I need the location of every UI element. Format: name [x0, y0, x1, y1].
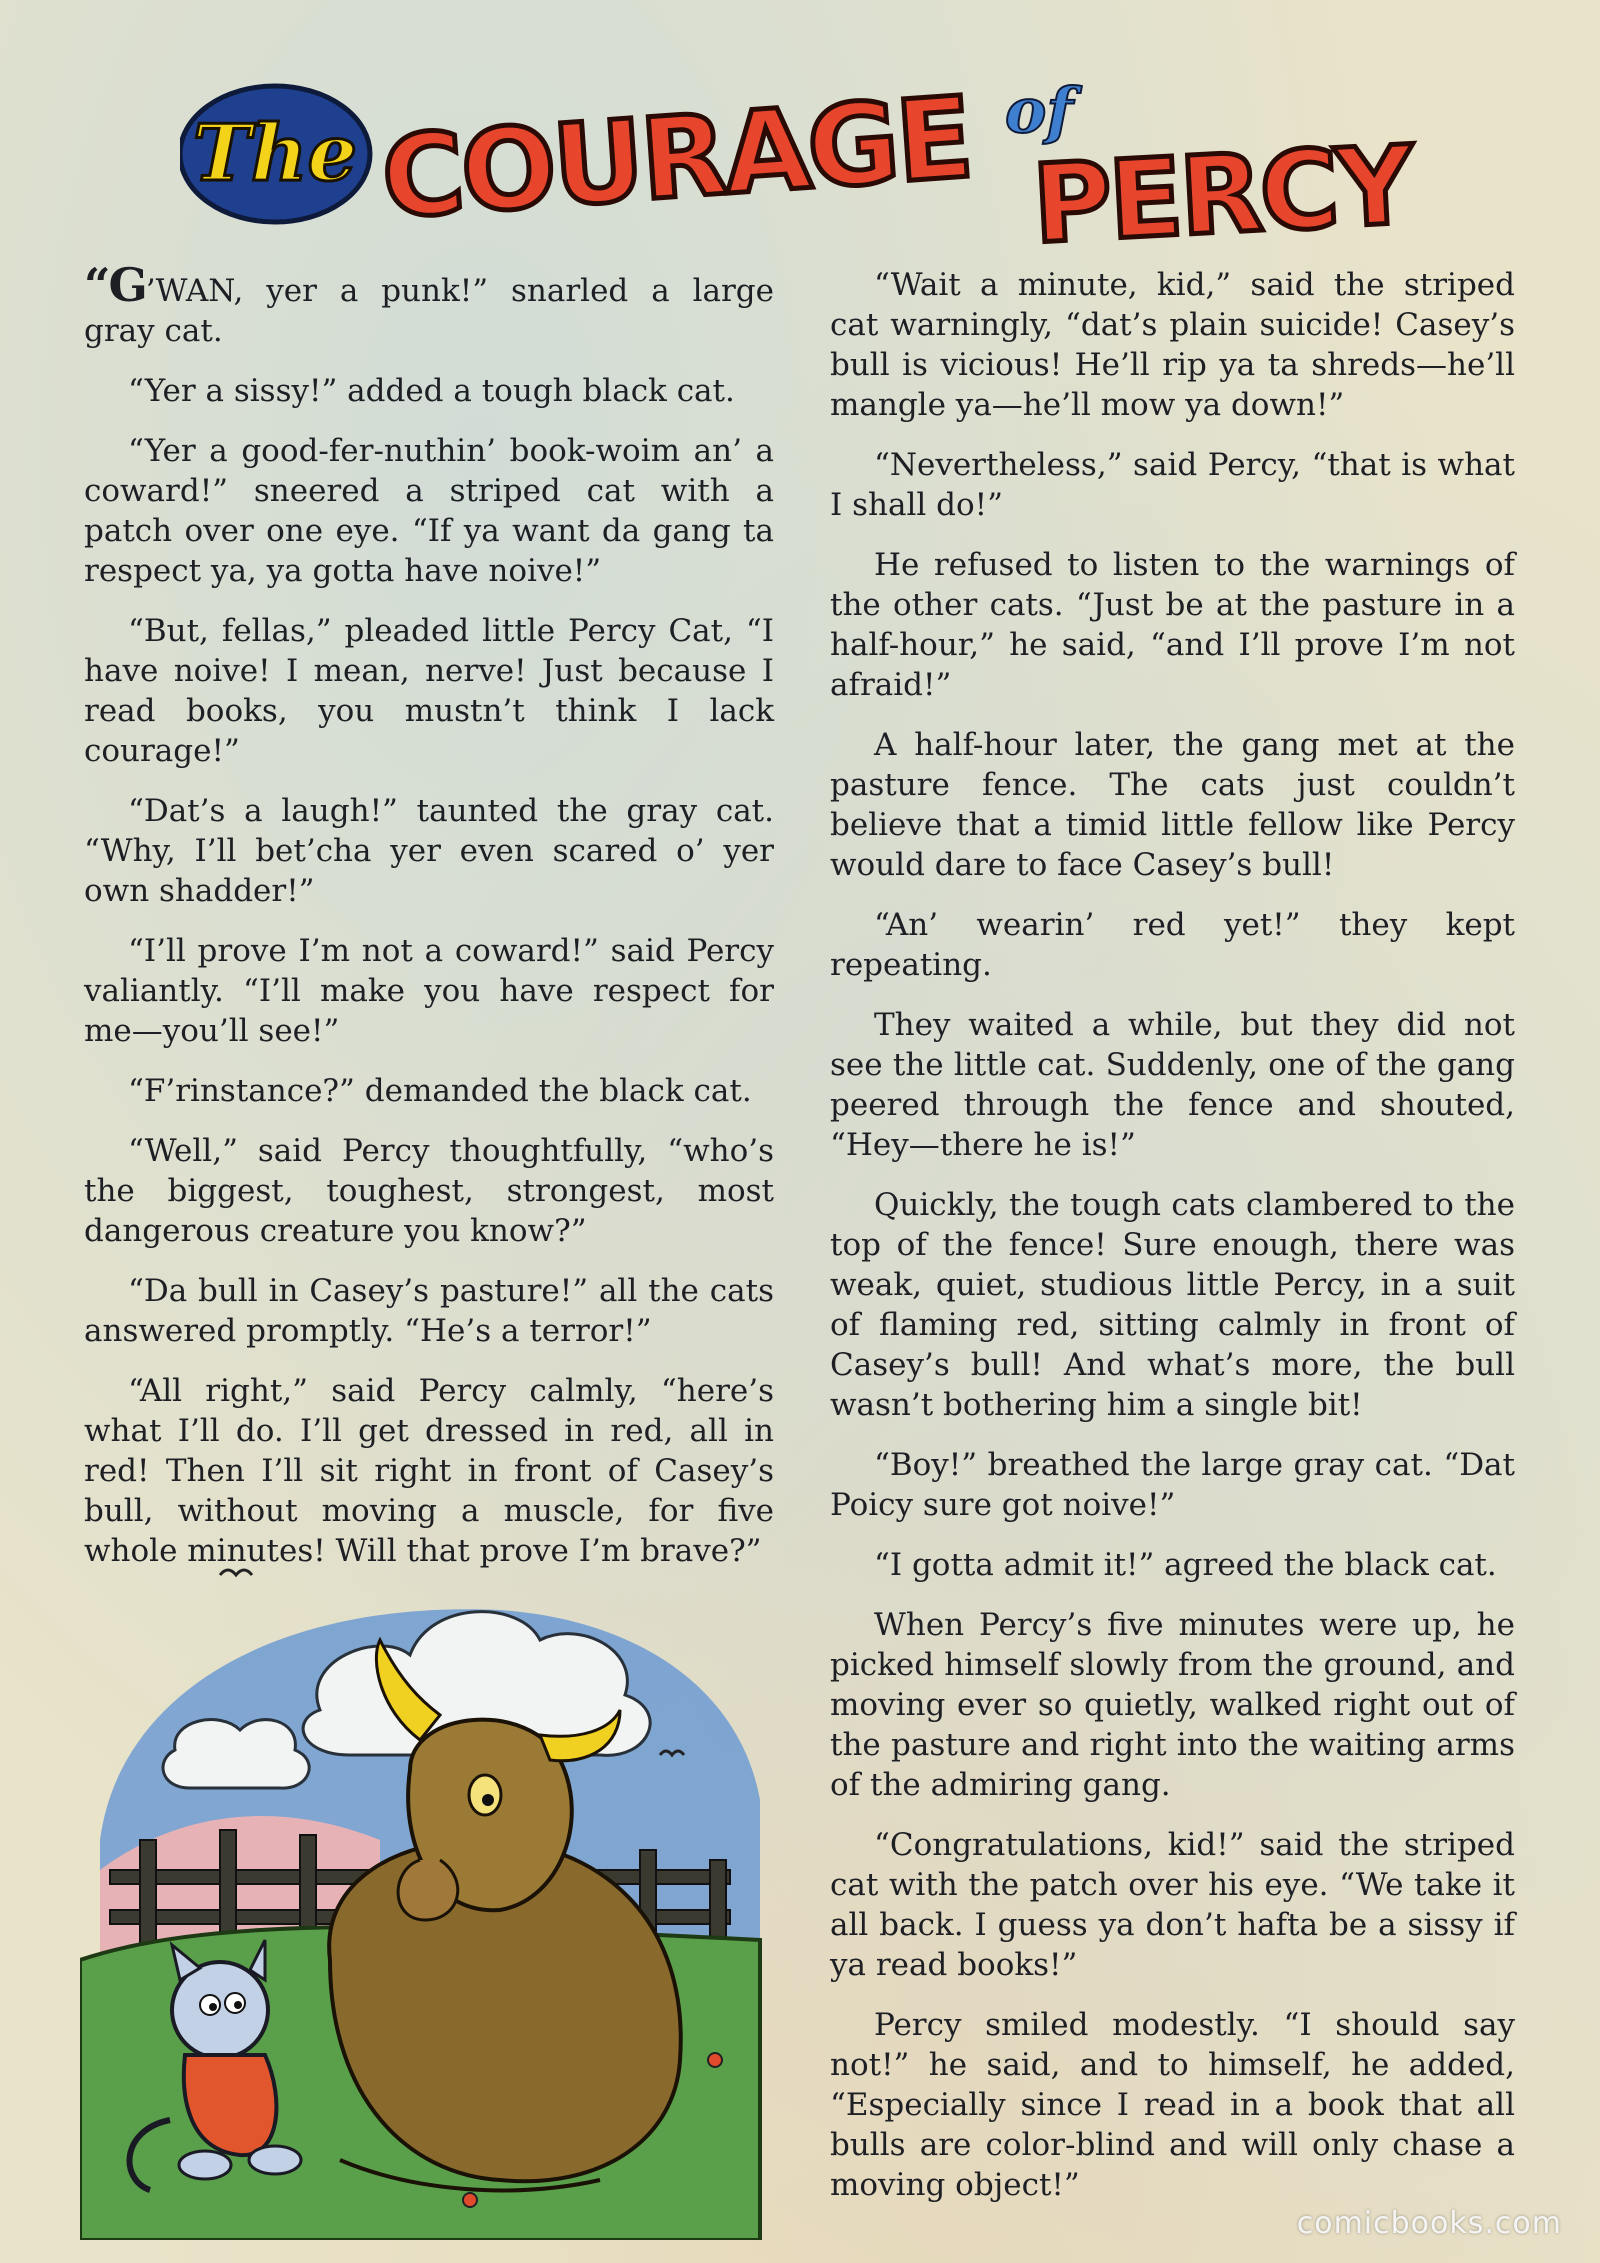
right-column — [830, 265, 1515, 2225]
story-title — [180, 62, 1480, 257]
paragraph: “But, fellas,” pleaded little Percy Cat, “I have noive! I mean, nerve! Just because I read books, you mustn’t think I lack courage!” — [84, 613, 774, 769]
paragraph: “I’ll prove I’m not a coward!” said Percy valiantly. “I’ll make you have respect for me—you’ll see!” — [84, 933, 774, 1049]
bird-icon — [220, 1570, 252, 1575]
paragraph: “Wait a minute, kid,” said the striped cat warningly, “dat’s plain suicide! Casey’s bull is vicious! He’ll rip ya ta shreds—he’ll mangle ya—he’ll mow ya down!” — [830, 267, 1515, 423]
paragraph-text: ’WAN, yer a punk!” snarled a large gray cat. — [84, 273, 774, 349]
title-courage: COURAGE — [377, 73, 975, 244]
paragraph — [84, 258, 774, 351]
flower-icon — [708, 2053, 722, 2067]
paragraph: “Dat’s a laugh!” taunted the gray cat. “Why, I’ll bet’cha yer even scared o’ yer own shadder!” — [84, 793, 774, 909]
paragraph: A half-hour later, the gang met at the pasture fence. The cats just couldn’t believe that a timid little fellow like Percy would dare to face Casey’s bull! — [830, 727, 1515, 883]
illustration-graphic — [80, 1540, 770, 2240]
paragraph: Quickly, the tough cats clambered to the top of the fence! Sure enough, there was weak, quiet, studious little Percy, in a suit of flaming red, sitting calmly in front of Casey’s bull! And what’s more, the bull wasn’t bothering him a single bit! — [830, 1187, 1515, 1423]
title-of: of — [1005, 74, 1074, 147]
paragraph: “Congratulations, kid!” said the striped cat with the patch over his eye. “We take it all back. I guess ya don’t hafta be a sissy if ya read books!” — [830, 1827, 1515, 1983]
title-percy: PERCY — [1029, 123, 1415, 257]
flower-icon — [463, 2193, 477, 2207]
paragraph: “All right,” said Percy calmly, “here’s what I’ll do. I’ll get dressed in red, all in red! Then I’ll sit right in front of Casey’s bull, without moving a muscle, for five whole minutes! Will that prove I’m brave?” — [84, 1373, 774, 1569]
paragraph: “Yer a good-fer-nuthin’ book-woim an’ a coward!” sneered a striped cat with a patch over one eye. “If ya want da gang ta respect ya, ya gotta have noive!” — [84, 433, 774, 589]
paragraph: “Nevertheless,” said Percy, “that is what I shall do!” — [830, 447, 1515, 523]
paragraph: He refused to listen to the warnings of the other cats. “Just be at the pasture in a half-hour,” he said, “and I’ll prove I’m not afraid!” — [830, 547, 1515, 703]
paragraph: When Percy’s five minutes were up, he picked himself slowly from the ground, and moving ever so quietly, walked right out of the pasture and right into the waiting arms of the admiring gang. — [830, 1607, 1515, 1803]
paragraph: “Yer a sissy!” added a tough black cat. — [128, 373, 735, 409]
title-the-badge — [180, 86, 370, 222]
watermark: comicbooks.com — [1296, 2206, 1562, 2241]
paragraph: “Boy!” breathed the large gray cat. “Dat Poicy sure got noive!” — [830, 1447, 1515, 1523]
cloud — [163, 1720, 309, 1789]
paragraph: They waited a while, but they did not see the little cat. Suddenly, one of the gang peered through the fence and shouted, “Hey—there he is!” — [830, 1007, 1515, 1163]
paragraph: “Well,” said Percy thoughtfully, “who’s the biggest, toughest, strongest, most dangerous creature you know?” — [84, 1133, 774, 1249]
title-graphic — [180, 62, 1480, 257]
paragraph: “Da bull in Casey’s pasture!” all the cats answered promptly. “He’s a terror!” — [84, 1273, 774, 1349]
illustration-bull-and-percy — [80, 1540, 770, 2240]
left-column — [84, 258, 774, 1591]
paragraph: “I gotta admit it!” agreed the black cat. — [874, 1547, 1497, 1583]
paragraph: “An’ wearin’ red yet!” they kept repeating. — [830, 907, 1515, 983]
paragraph: Percy smiled modestly. “I should say not!” he said, and to himself, he added, “Especially since I read in a book that all bulls are color-blind and will only chase a moving object!” — [830, 2007, 1515, 2203]
title-the: The — [192, 108, 358, 199]
paragraph: “F’rinstance?” demanded the black cat. — [128, 1073, 752, 1109]
drop-cap: “G — [84, 258, 146, 312]
